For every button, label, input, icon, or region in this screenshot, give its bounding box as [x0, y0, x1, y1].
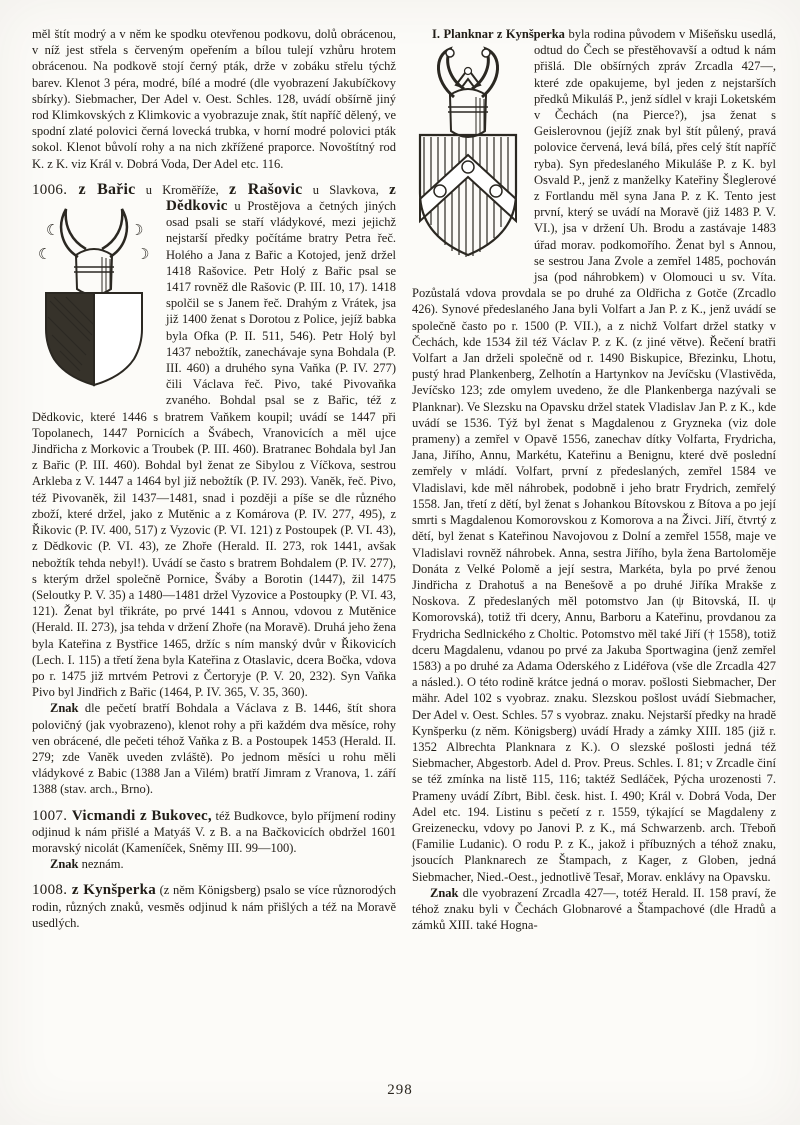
znak-label: Znak: [50, 857, 79, 872]
body-text: dle vyobrazení Zrcadla 427—, totéž Herald. II. 158 praví, že téhož znaku byli v Čechách Globnarové a Štampachové (dle Hradů a zámků XIII. také Hogna-: [412, 885, 776, 933]
article-1006-text: [32, 182, 396, 701]
rose-icon: [434, 185, 446, 197]
crest-horns: [38, 209, 149, 263]
article-number: 1007.: [32, 807, 72, 824]
body-text: (z něm Königsberg) psalo se více různorodých rodin, různých znaků, vesměs odjinud k nám přišlých a též na Moravě usedlých.: [32, 883, 396, 930]
headword-z-rasovic: z Rašovic: [229, 180, 303, 198]
paragraph-znak-1007: [32, 856, 396, 872]
right-column: [412, 26, 776, 1062]
znak-label: Znak: [430, 885, 459, 900]
helmet: [74, 249, 114, 295]
paragraph-znak-1006: [32, 700, 396, 797]
paragraph-continuation: měl štít modrý a v něm ke spodku otevřenou podkovu, dolů obrácenou, v níž jest střela s červeným opeřením a bílou tulejí vzhůru hrotem obrácenou. Na podkově stojí černý pták, drže v zobáku střelu týchž barev. Klenot 3 péra, modré, bílé a modré (dle vyobrazení Jakubíčkovy sbírky). Siebmacher, Der Adel v. Oest. Schles. 128, uvádí obšírně jiný rod Klimkovských z Klimkovic a vyobrazuje znak, štít napříč dělený, ve spodní zlaté polovici černá lovecká trubka, v horní modré polovici pták sokol. Klenot bůvolí rohy a na nich zkřížené praporce. Novoštítný rod K. z K. viz Král v. Dobrá Voda, Der Adel etc. 116.: [32, 27, 396, 171]
crescent-icon: ☽: [130, 223, 144, 240]
rose-icon: [462, 161, 474, 173]
paragraph-znak-planknar: [412, 885, 776, 934]
shield: [420, 135, 516, 257]
rose-icon: [482, 49, 490, 57]
article-number: 1008.: [32, 882, 72, 899]
page-number: 298: [387, 1082, 413, 1098]
crescent-icon: ☾: [46, 223, 60, 240]
znak-label: Znak: [50, 701, 79, 716]
body-text: dle pečetí bratří Bohdala a Václava z B. 1446, štít shora polovičný (jak vyobrazeno), klenot rohy a při každém dva měsíce, rohy ven obrácené, dle pečeti téhož Vaňka z B. a Postoupek 1453 (Herald. II. 279; zde Vaněk uveden zvláště). Po jednom měsíci u rohu měli vládykové z Babic (1388 Jan a Vilém) bratří Jimram z Vranova, 1. září 1388 (stav. arch., Brno).: [32, 701, 396, 797]
rose-icon: [446, 49, 454, 57]
body-text: neznám.: [78, 857, 124, 872]
body-text: v Mišeňsku usedlá, odtud do Čech se přestěhovavší a odtud k nám přišlá. Dle obšírných zpráv Zrcadla 427—, které zde opakujeme, byl jeden z nejstarších předků Mikuláš P., jenž sídlel v kraji Loketském v Čechách (na Pierce?), jsa ženat s Geislerovnou (jejíž znak byl štít půlený, pravá polovice červená, levá bílá, přes celý štít napříč ryba). Syn předeslaného Mikuláše P. z K. byl Osvald P., jenž z manželky Kateřiny Šleglerové z Fortlandu měl syna Jana P. z K. Tento jest první, který se uvádí na Moravě (již 1483 P. V. VI.), jsa v držení Uh. Brodu a zastávaje 1483 úřad morav. podkomořího. Ženat byl s Annou, se sestrou Jana Zvole a zemřel 1485, pochován jsa (pod náhrobkem) v Olomouci u sv. Víta. Pozůstalá vdova provdala se po druhé za Oldřicha z Gotče (Zrcadlo 426). Synové předeslaného Jana byli Volfart a Jan P. z K., jenž uvádí se společně často po r. 1500 (P. VII.), a z nichž Volfart držel statky v Čechách, kde 1534 žil též Václav P. z K. (z jiné větve). Řečení bratři Volfart a Jan drželi společně od r. 1490 Biskupice, Březinku, Lhotu, pustý hrad Plankenberg, Zelhotín a Hartynkov na Jevíčsku (Vlastivěda, Jevíčsko 123; zde omylem uvedeno, že dle Plankenberga nazývali se Planknar). Ve Slezsku na Opavsku držel statek Vladislav Jan P. z K., kde uvádí se 1536. Týž byl ženat s Magdalenou z Gryzneka (viz dole prameny) a zemřel v Opavě 1556, zanechav dítky Volfarta, Frydricha, Jana, Jiřího, Annu, Markétu, Kateřinu a Benignu, které dvě poslední zemřely v mládí. Volfart, první z předeslaných, zemřel 1584 ve Vladislavi, kde měl náhrobek, podobně i jeho bratr Frydrich, zemřelý 1558. Jan, třetí z dětí, byl ženat s Johankou Bítovskou z Bítova a po její smrti s Magdalenou Komorovskou z Komorova a na Živci. Jiří, čtvrtý z dětí, byl ženat s Kateřinou Navojovou z Dolní a zemřel 1558, maje ve Vladislavi rovněž náhrobek. Anna, sestra Jiřího, byla žena Bartoloměje Donáta z Velké Polomě a její sestra, Markéta, byla po prvé ženou Jindřicha z Drahotuš a na Benešově a po druhé Jiříka Mrakše z Noskova. Z předeslaných měl potomstvo Jan (ψ Bitovská, II. ψ Komorovská), totiž tři dcery, Annu, Barboru a Kateřinu, provdanou za Frydricha Sedlnického z Choltic. Potomstvo měl také Jiří († 1558), totiž dceru Magdalenu, vdanou po prvé za Jakuba Sportwagina (jenž zemřel 1583) a po druhé za Adama Oderského z Lidéřova (vše dle Zrcadla 427 a násled.). O této rodině krátce jedná o morav. pošlosti Siebmacher, Der mähr. Adel 102 s vyobraz. znaku. Slezskou pošlost uvádí Siebmacher, Der Adel v. Oest. Schles. 57 s vyobraz. znaku. Nejstarší předky na hradě Kynšperku (z něm. Königsberg) uvádí Hrady a zámky XIII. 185 (již r. 1352 Albrechta Planknara z K.). O slezské pošlosti jedná též Siebmacher, Abgestorb. Adel d. Prov. Preus. Schles. I. 81; v Zrcadle činí se též zmínka na listě 115, 116; taktéž Sedláček, Pýcha urozenosti 7. Prameny uvádí Zíbrt, Bibl. česk. hist. I. 490; Král v. Dobrá Voda, Der Adel etc. 194. Listinu s pečetí z r. 1559, týkající se Magdaleny z Greizenecku, vdovy po Janovi P. z K., má Schwarzenb. arch. Třeboň (Familie Ludanic). O rodu P. z K., jakož i příbuzných a téhož znaku, jsoucích Planknarech ze Štampach, z Kager, z Globen, jedná Siebmacher, Nied.-Oest., jednotlivě Tesař, Morav. enklávy na Opavsku.: [412, 27, 776, 884]
article-1008-text: [32, 882, 396, 931]
headword-z-kynsperka: z Kynšperka: [71, 882, 156, 899]
rose-icon: [465, 68, 472, 75]
left-column: [32, 26, 396, 1062]
crescent-icon: ☽: [136, 247, 150, 264]
headword-vicmandi: Vicmandi z Bukovec,: [71, 807, 212, 824]
body-text: byla rodina původem: [564, 27, 676, 41]
body-text: u Prostějova a četných jiných osad psali se staří vládykové, mezi jejichž nejstarší předky počítáme bratry Petra řeč. Holého a Jana z Bařic a Kotojed, jenž držel 1418 Rašovice. Petr Holý z Bařic psal se 1417 rovněž dle Rašovic (P. III. 10, 17). 1418 spolčil se s Janem řeč. Drahým z Vrátek, jsa již 1400 ženat s Dorotou z Police, jejíž babka byla Ofka (P. II. 511, 546). Petr Holý byl 1437 nebožtík, zanechávaje syna Bohdala (P. III. 460) a druhého syna Vaňka (P. IV. 277) čili Václava řeč. Pivo, také Pivovaňka zvaného. Bohdal psal se z Bařic, též z Dědkovic, které 1446 s bratrem Vaňkem koupil; uvádí se 1447 při Topolanech, 1447 Pornicích a Švábech, Vranovicích a měl ujce Jindřicha z Morkovic a Troubek (P. III. 460). Bratranec Bohdala byl Jan z Bařic (P. III. 460). Bohdal byl ženat ze Sibylou z Víčkova, sestrou Arkleba z V. 1447 a 1464 byl již nebožtík (P. IV. 293). Vaněk, řeč. Pivo, též Pivovaněk, žil 1437—1481, snad i později a píše se dle různého zboží, které držel, jako z Mutěnic a z Komárova (P. IV. 277, 495), z Řikovic (P. IV. 400, 517) z Vyzovic (P. VI. 121) z Postoupek (P. VI. 43), z Dědkovic (P. VI. 43), ze Zhoře (Herald. II. 273, rok 1441, avšak nebožtík tehda nebyl!). Uvádí se často s bratrem Bohdalem (P. IV. 277), s kterým držel společně Pornice, Šváby a Borotin (1447), žil 1475 (Seloutky P. V. 35) a 1480—1481 držel Vyzovice a Postoupky (P. VI. 43, 121). Ženat byl třikráte, po prvé 1441 s Annou, vdovou z Mutěnice (Herald. II. 273), jsa tehda v držení Zhoře (na Moravě). Druhá jeho žena byla Kateřina z Bystřice 1465, držíc s ním manský dvůr v Řikovicích (Lech. I. 115) a třetí žena byla Kateřina z Otaslavic, dcera Bočka, vdova po r. 1475 již mrtvém Petrovi z Čertoryje (P. V. 20, 232). Syn Vaňka Pivo byl Jindřich z Bařic (1464, P. IV. 365, V. 35, 360).: [32, 199, 396, 700]
section-planknar-text: [412, 26, 776, 885]
rose-icon: [490, 185, 502, 197]
section-planknar: [412, 26, 776, 933]
crescent-icon: ☾: [38, 247, 52, 264]
headword-z-dedkovic: z Dědkovic: [166, 181, 396, 215]
article-1007-text: [32, 808, 396, 857]
article-1008: [32, 882, 396, 931]
article-1007: [32, 808, 396, 873]
body-text: u Kroměříže,: [135, 182, 230, 197]
section-number: I.: [432, 27, 444, 41]
body-text: u Slavkova,: [302, 182, 390, 197]
coat-of-arms-planknar-illustration: [412, 45, 524, 273]
headword-planknar: Planknar z Kynšperka: [443, 27, 565, 41]
article-1006: [32, 182, 396, 798]
article-number: 1006.: [32, 181, 79, 198]
shield: [46, 293, 142, 385]
body-text: též Budkovce, bylo příjmení rodiny odjinud k nám přišlé a Matyáš V. z B. a na Bačkovicích obdržel 1601 moravský nicolát (Kameníček, Sněmy III. 99—100).: [32, 808, 396, 855]
headword-z-baric: z Bařic: [78, 180, 136, 198]
coat-of-arms-baric-illustration: [32, 201, 156, 393]
